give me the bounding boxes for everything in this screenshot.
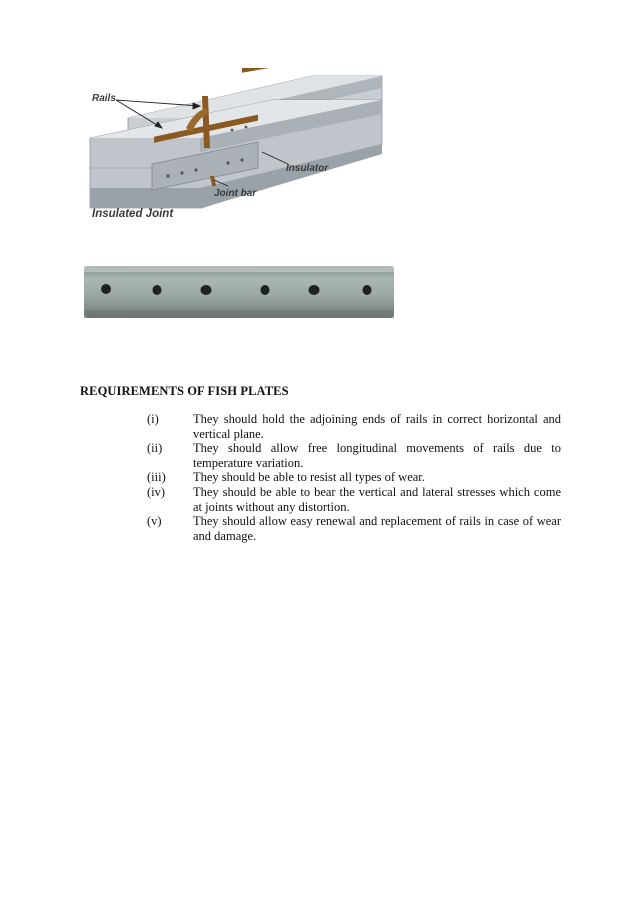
item-number: (iv) (147, 484, 166, 499)
label-insulator: Insulator (286, 163, 329, 174)
section-heading: REQUIREMENTS OF FISH PLATES (80, 384, 289, 398)
item-number: (v) (147, 514, 162, 529)
item-text: They should allow free longitudinal movements of rails due to temperature variation. (193, 441, 561, 470)
item-text: They should hold the adjoining ends of rails in correct horizontal and vertical plane. (193, 412, 561, 441)
item-number: (iii) (147, 470, 166, 485)
list-item (147, 514, 561, 543)
label-joint-bar: Joint bar (214, 188, 257, 199)
list-item (147, 485, 561, 514)
item-text: They should allow easy renewal and replacement of rails in case of wear and damage. (193, 514, 561, 543)
insulated-joint-figure (82, 68, 402, 228)
item-text: They should be able to resist all types of wear. (193, 470, 425, 485)
requirements-list (147, 412, 561, 543)
item-number: (i) (147, 412, 159, 426)
item-text: They should be able to bear the vertical and lateral stresses which come at joints without any distortion. (193, 484, 561, 514)
list-item (147, 441, 561, 470)
figure-caption: Insulated Joint (92, 208, 174, 220)
list-item (147, 412, 561, 441)
fish-plate-figure (82, 262, 396, 324)
label-rails: Rails (92, 93, 116, 104)
item-number: (ii) (147, 441, 163, 456)
list-item (147, 470, 561, 485)
